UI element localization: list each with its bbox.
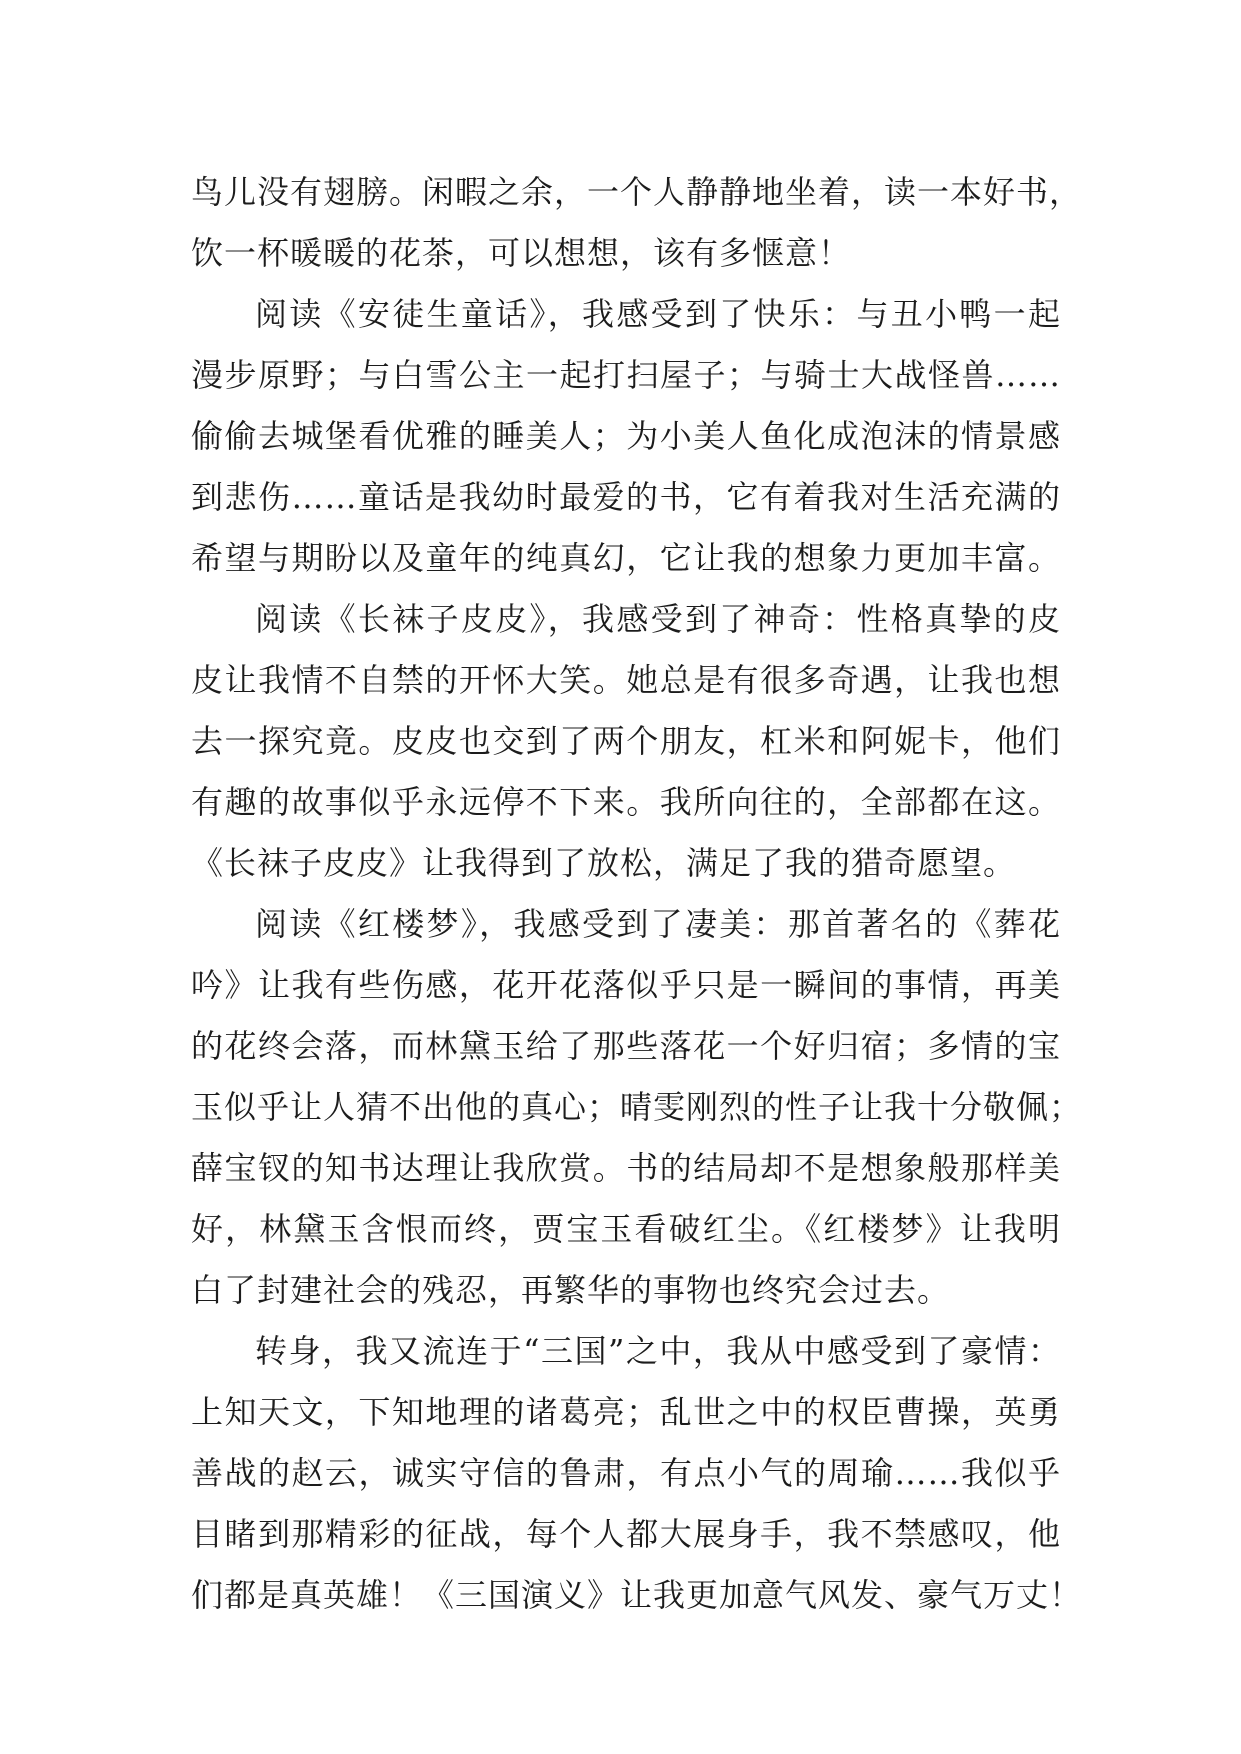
- body-text: [191, 162, 1083, 1626]
- text-line: 偷偷去城堡看优雅的睡美人；为小美人鱼化成泡沫的情景感: [191, 417, 1061, 455]
- text-line: 玉似乎让人猜不出他的真心；晴雯刚烈的性子让我十分敬佩；: [191, 1088, 1083, 1126]
- text-line: 漫步原野；与白雪公主一起打扫屋子；与骑士大战怪兽……: [191, 356, 1061, 394]
- text-line: 薛宝钗的知书达理让我欣赏。书的结局却不是想象般那样美: [191, 1149, 1061, 1187]
- text-line: 目睹到那精彩的征战，每个人都大展身手，我不禁感叹，他: [191, 1515, 1061, 1553]
- text-line: 饮一杯暖暖的花茶，可以想想，该有多惬意！: [191, 234, 852, 272]
- text-line: 善战的赵云，诚实守信的鲁肃，有点小气的周瑜……我似乎: [191, 1454, 1061, 1492]
- text-line: 白了封建社会的残忍，再繁华的事物也终究会过去。: [191, 1271, 951, 1309]
- text-line: 有趣的故事似乎永远停不下来。我所向往的，全部都在这。: [191, 783, 1061, 821]
- text-line: 鸟儿没有翅膀。闲暇之余，一个人静静地坐着，读一本好书，: [191, 173, 1083, 211]
- text-line: 的花终会落，而林黛玉给了那些落花一个好归宿；多情的宝: [191, 1027, 1061, 1065]
- paragraph-first-line: 阅读《安徒生童话》，我感受到了快乐：与丑小鸭一起: [255, 295, 1061, 333]
- text-line: 好，林黛玉含恨而终，贾宝玉看破红尘。《红楼梦》让我明: [191, 1210, 1061, 1248]
- text-line: 去一探究竟。皮皮也交到了两个朋友，杠米和阿妮卡，他们: [191, 722, 1061, 760]
- text-line: 们都是真英雄！《三国演义》让我更加意气风发、豪气万丈！: [191, 1576, 1083, 1614]
- text-line: 到悲伤……童话是我幼时最爱的书，它有着我对生活充满的: [191, 478, 1061, 516]
- text-line: 皮让我情不自禁的开怀大笑。她总是有很多奇遇，让我也想: [191, 661, 1061, 699]
- paragraph-first-line: 阅读《红楼梦》，我感受到了凄美：那首著名的《葬花: [255, 905, 1061, 943]
- paragraph-first-line: 阅读《长袜子皮皮》，我感受到了神奇：性格真挚的皮: [255, 600, 1061, 638]
- text-line: 希望与期盼以及童年的纯真幻，它让我的想象力更加丰富。: [191, 539, 1061, 577]
- paragraph-first-line: 转身，我又流连于“三国”之中，我从中感受到了豪情：: [255, 1332, 1061, 1370]
- text-line: 上知天文，下知地理的诸葛亮；乱世之中的权臣曹操，英勇: [191, 1393, 1061, 1431]
- text-line: 《长袜子皮皮》让我得到了放松，满足了我的猎奇愿望。: [191, 844, 1017, 882]
- text-line: 吟》让我有些伤感，花开花落似乎只是一瞬间的事情，再美: [191, 966, 1061, 1004]
